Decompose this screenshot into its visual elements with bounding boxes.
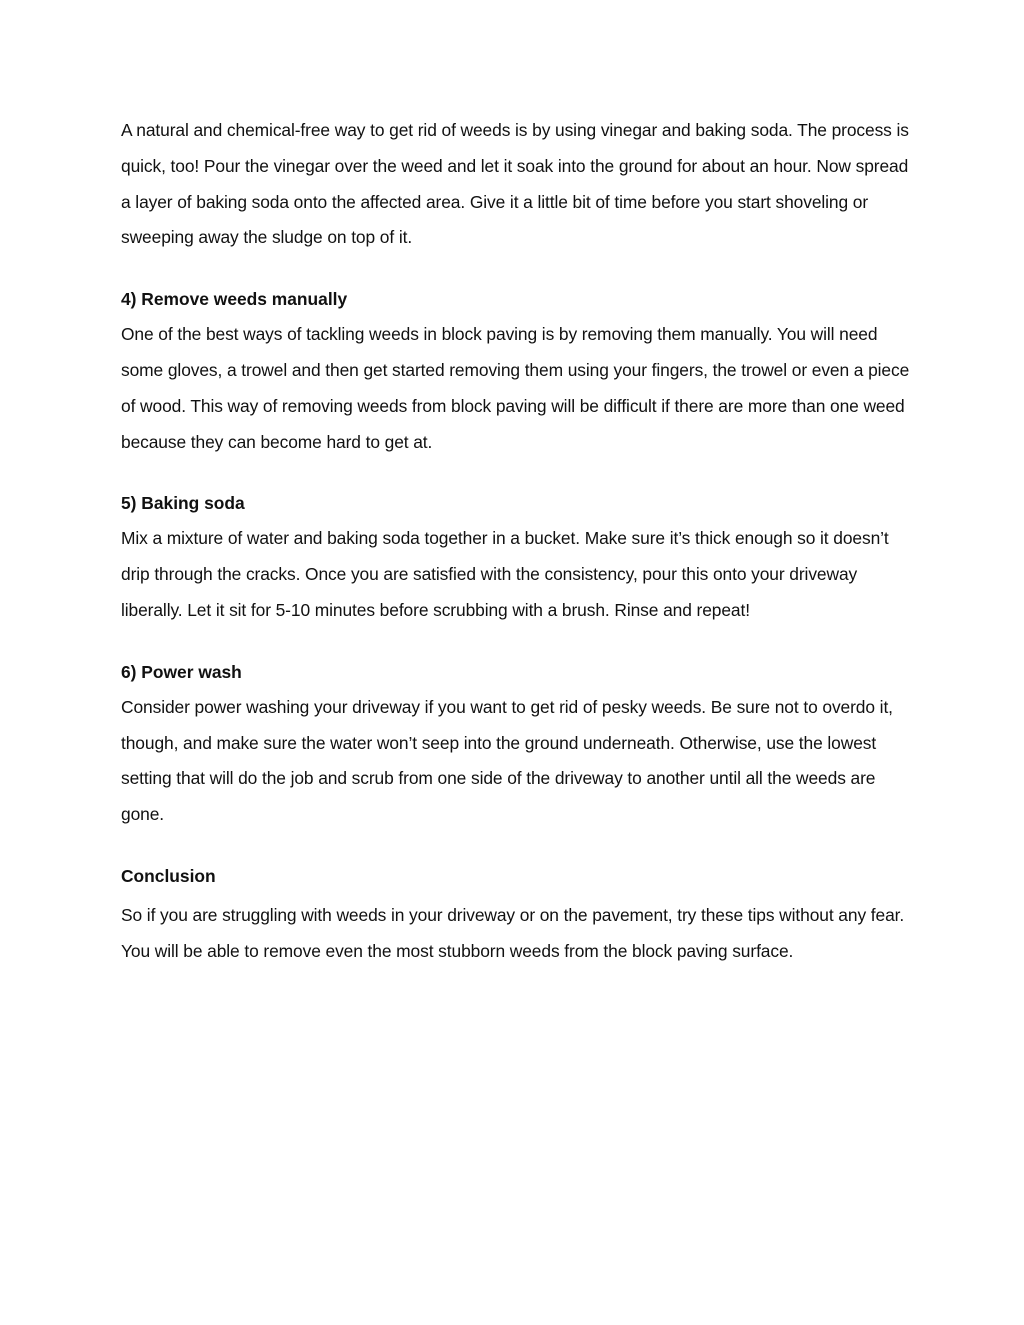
section-heading-baking-soda: 5) Baking soda (121, 493, 245, 514)
section-heading-conclusion: Conclusion (121, 865, 216, 886)
section-heading-power-wash: 6) Power wash (121, 661, 242, 682)
section-heading-remove-weeds-manually: 4) Remove weeds manually (121, 289, 348, 310)
section-body-conclusion: So if you are struggling with weeds in your driveway or on the pavement, try these tips without any fear. You will be able to remove even the most stubborn weeds from the block paving surface. (121, 904, 905, 961)
intro-paragraph: A natural and chemical-free way to get rid of weeds is by using vinegar and baking soda. The process is quick, too! Pour the vinegar over the weed and let it soak into the ground for about an hour. Now spread a layer of baking soda onto the affected area. Give it a little bit of time before you start shoveling or sweeping away the sludge on top of it. (121, 120, 909, 248)
section-body-remove-weeds-manually: One of the best ways of tackling weeds in block paving is by removing them manually. You will need some gloves, a trowel and then get started removing them using your fingers, the trowel or even a piece of wood. This way of removing weeds from block paving will be difficult if there are more than one weed because they can become hard to get at. (121, 324, 910, 452)
section-body-baking-soda: Mix a mixture of water and baking soda together in a bucket. Make sure it’s thick enough so it doesn’t drip through the cracks. Once you are satisfied with the consistency, pour this onto your driveway liberally. Let it sit for 5-10 minutes before scrubbing with a brush. Rinse and repeat! (121, 528, 889, 620)
document-page (121, 113, 911, 970)
section-body-power-wash: Consider power washing your driveway if you want to get rid of pesky weeds. Be sure not to overdo it, though, and make sure the water won’t seep into the ground underneath. Otherwise, use the lowest setting that will do the job and scrub from one side of the driveway to another until all the weeds are gone. (121, 696, 893, 825)
